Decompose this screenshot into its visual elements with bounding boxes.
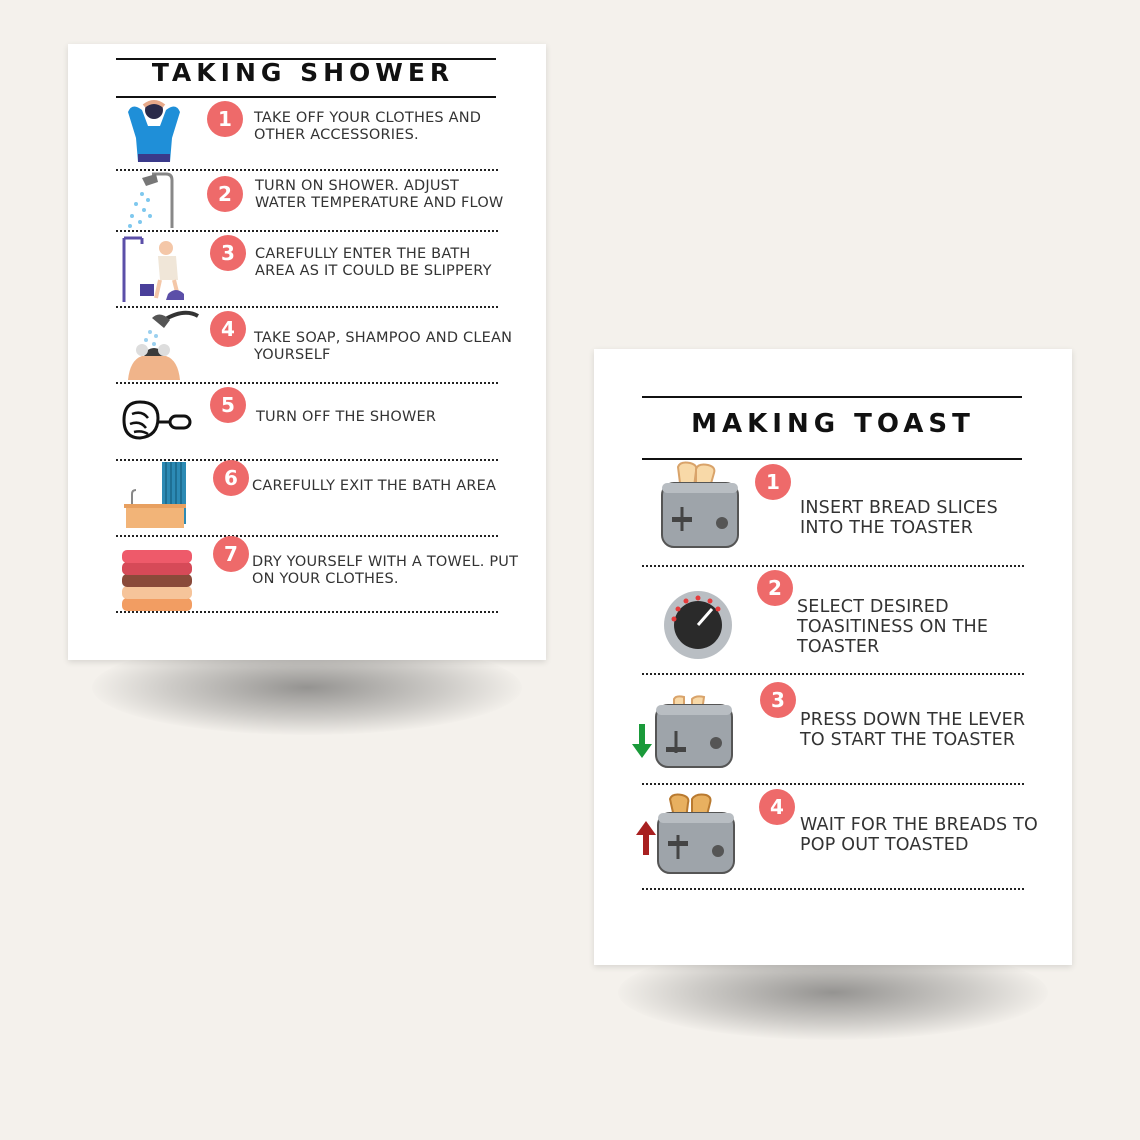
dotted-divider <box>116 230 498 232</box>
step-number-badge: 5 <box>210 387 246 423</box>
step-number-badge: 1 <box>207 101 243 137</box>
step-number-badge: 7 <box>213 536 249 572</box>
arrow-up-icon <box>636 821 656 855</box>
towel-stack-icon <box>120 548 194 612</box>
step-text: TURN OFF THE SHOWER <box>256 409 437 425</box>
step-number-badge: 2 <box>207 176 243 212</box>
toaster-lever-down-icon <box>654 695 736 769</box>
making-toast-card <box>594 349 1072 965</box>
dotted-divider <box>116 535 498 537</box>
step-text: PRESS DOWN THE LEVER TO START THE TOASTER <box>800 710 1026 750</box>
dotted-divider <box>116 382 498 384</box>
dotted-divider <box>642 673 1024 675</box>
taking-shower-card <box>68 44 546 660</box>
toaster-dial-icon <box>662 589 734 661</box>
step-text: INSERT BREAD SLICES INTO THE TOASTER <box>800 498 998 538</box>
step-number-badge: 2 <box>757 570 793 606</box>
step-text: DRY YOURSELF WITH A TOWEL. PUT ON YOUR CLOTHES. <box>252 554 519 587</box>
dotted-divider <box>116 169 498 171</box>
step-text: TAKE OFF YOUR CLOTHES AND OTHER ACCESSORIES. <box>254 110 482 143</box>
toaster-with-bread-icon <box>660 461 742 551</box>
step-text: WAIT FOR THE BREADS TO POP OUT TOASTED <box>800 815 1038 855</box>
step-number-badge: 3 <box>760 682 796 718</box>
dotted-divider <box>642 783 1024 785</box>
step-text: CAREFULLY EXIT THE BATH AREA <box>252 478 497 494</box>
toaster-pop-up-icon <box>656 791 738 875</box>
undressing-person-icon <box>118 98 190 166</box>
step-text: TURN ON SHOWER. ADJUST WATER TEMPERATURE AND FLOW <box>255 178 504 211</box>
step-text: CAREFULLY ENTER THE BATH AREA AS IT COULD BE SLIPPERY <box>255 246 492 279</box>
step-number-badge: 4 <box>759 789 795 825</box>
bathtub-curtain-icon <box>124 460 190 532</box>
dotted-divider <box>642 888 1024 890</box>
step-number-badge: 1 <box>755 464 791 500</box>
shower-faucet-icon <box>118 396 194 444</box>
arrow-down-icon <box>632 724 652 758</box>
shower-head-icon <box>122 172 184 230</box>
dotted-divider <box>116 611 498 613</box>
card-title: MAKING TOAST <box>691 409 975 439</box>
washing-hair-icon <box>124 306 202 380</box>
card-title: TAKING SHOWER <box>151 58 455 87</box>
step-number-badge: 3 <box>210 235 246 271</box>
person-entering-shower-icon <box>120 234 190 304</box>
step-text: SELECT DESIRED TOASITINESS ON THE TOASTER <box>797 597 989 657</box>
step-number-badge: 6 <box>213 460 249 496</box>
step-text: TAKE SOAP, SHAMPOO AND CLEAN YOURSELF <box>254 330 513 363</box>
dotted-divider <box>642 565 1024 567</box>
step-number-badge: 4 <box>210 311 246 347</box>
